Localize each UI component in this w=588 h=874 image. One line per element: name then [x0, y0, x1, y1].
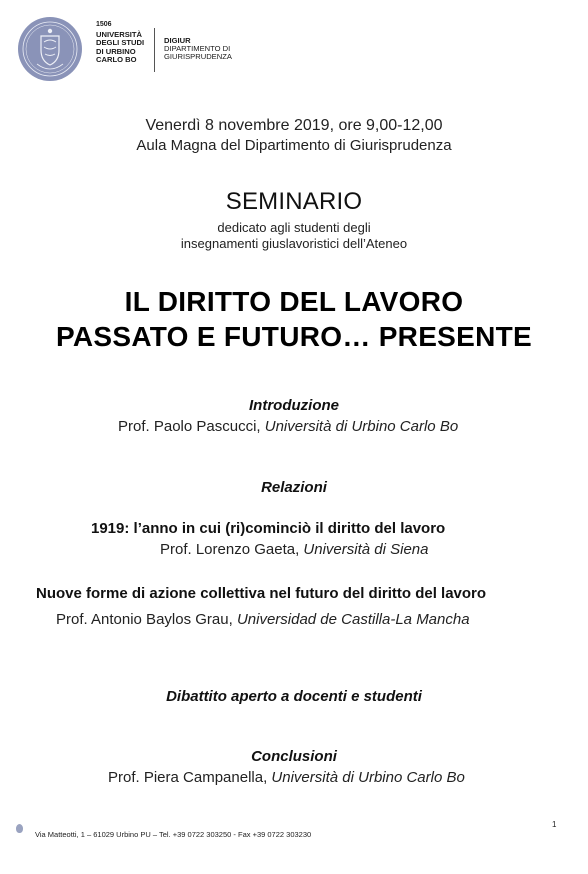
talk-title: 1919: l’anno in cui (ri)cominciò il diritto del lavoro — [91, 520, 446, 537]
talk-speaker — [56, 611, 470, 628]
university-name-line: DI URBINO — [96, 46, 136, 56]
university-name — [96, 31, 144, 64]
event-place: Aula Magna del Dipartimento di Giurisprudenza — [136, 137, 452, 154]
speaker-affiliation: Università di Urbino Carlo Bo — [264, 418, 459, 435]
talk-speaker — [160, 541, 428, 558]
speaker-affiliation: Universidad de Castilla-La Mancha — [236, 611, 470, 628]
university-seal-logo — [17, 16, 83, 82]
talk-title: Nuove forme di azione collettiva nel futuro del diritto del lavoro — [36, 585, 487, 602]
speaker-name: Prof. Paolo Pascucci, — [118, 418, 261, 435]
founding-year: 1506 — [96, 21, 112, 28]
relazioni-heading: Relazioni — [261, 479, 327, 496]
department-name — [164, 45, 232, 62]
university-name-line: CARLO BO — [96, 54, 137, 64]
introduzione-heading: Introduzione — [249, 397, 339, 414]
footer-address: Via Matteotti, 1 – 61029 Urbino PU – Tel. +39 0722 303250 - Fax +39 0722 303230 — [35, 830, 312, 839]
seminar-subtitle: insegnamenti giuslavoristici dell’Ateneo — [180, 236, 408, 251]
main-title-line: PASSATO E FUTURO… PRESENTE — [55, 321, 533, 352]
university-name-line: UNIVERSITÀ — [96, 30, 142, 39]
conclusioni-heading: Conclusioni — [251, 748, 337, 765]
seminar-subtitle: dedicato agli studenti degli — [217, 220, 371, 235]
department-name-line: DIPARTIMENTO DI — [164, 44, 231, 53]
footer-mark-icon — [16, 824, 23, 833]
event-date-time: Venerdì 8 novembre 2019, ore 9,00-12,00 — [145, 117, 443, 134]
speaker-name: Prof. Antonio Baylos Grau, — [56, 611, 233, 628]
university-name-line: DEGLI STUDI — [96, 38, 145, 48]
speaker-affiliation: Università di Urbino Carlo Bo — [271, 769, 465, 786]
introduzione-speaker — [118, 418, 458, 435]
header-divider — [154, 28, 155, 72]
speaker-affiliation: Università di Siena — [303, 541, 429, 558]
department-name-line: GIURISPRUDENZA — [164, 52, 232, 62]
main-title-line: IL DIRITTO DEL LAVORO — [124, 286, 464, 317]
page-number: 1 — [552, 820, 557, 829]
speaker-name: Prof. Lorenzo Gaeta, — [160, 541, 300, 558]
dibattito-heading: Dibattito aperto a docenti e studenti — [166, 688, 422, 705]
speaker-name: Prof. Piera Campanella, — [108, 769, 268, 786]
department-abbreviation: DIGIUR — [164, 36, 191, 45]
seminar-title: SEMINARIO — [225, 188, 363, 215]
conclusioni-speaker — [108, 769, 465, 786]
